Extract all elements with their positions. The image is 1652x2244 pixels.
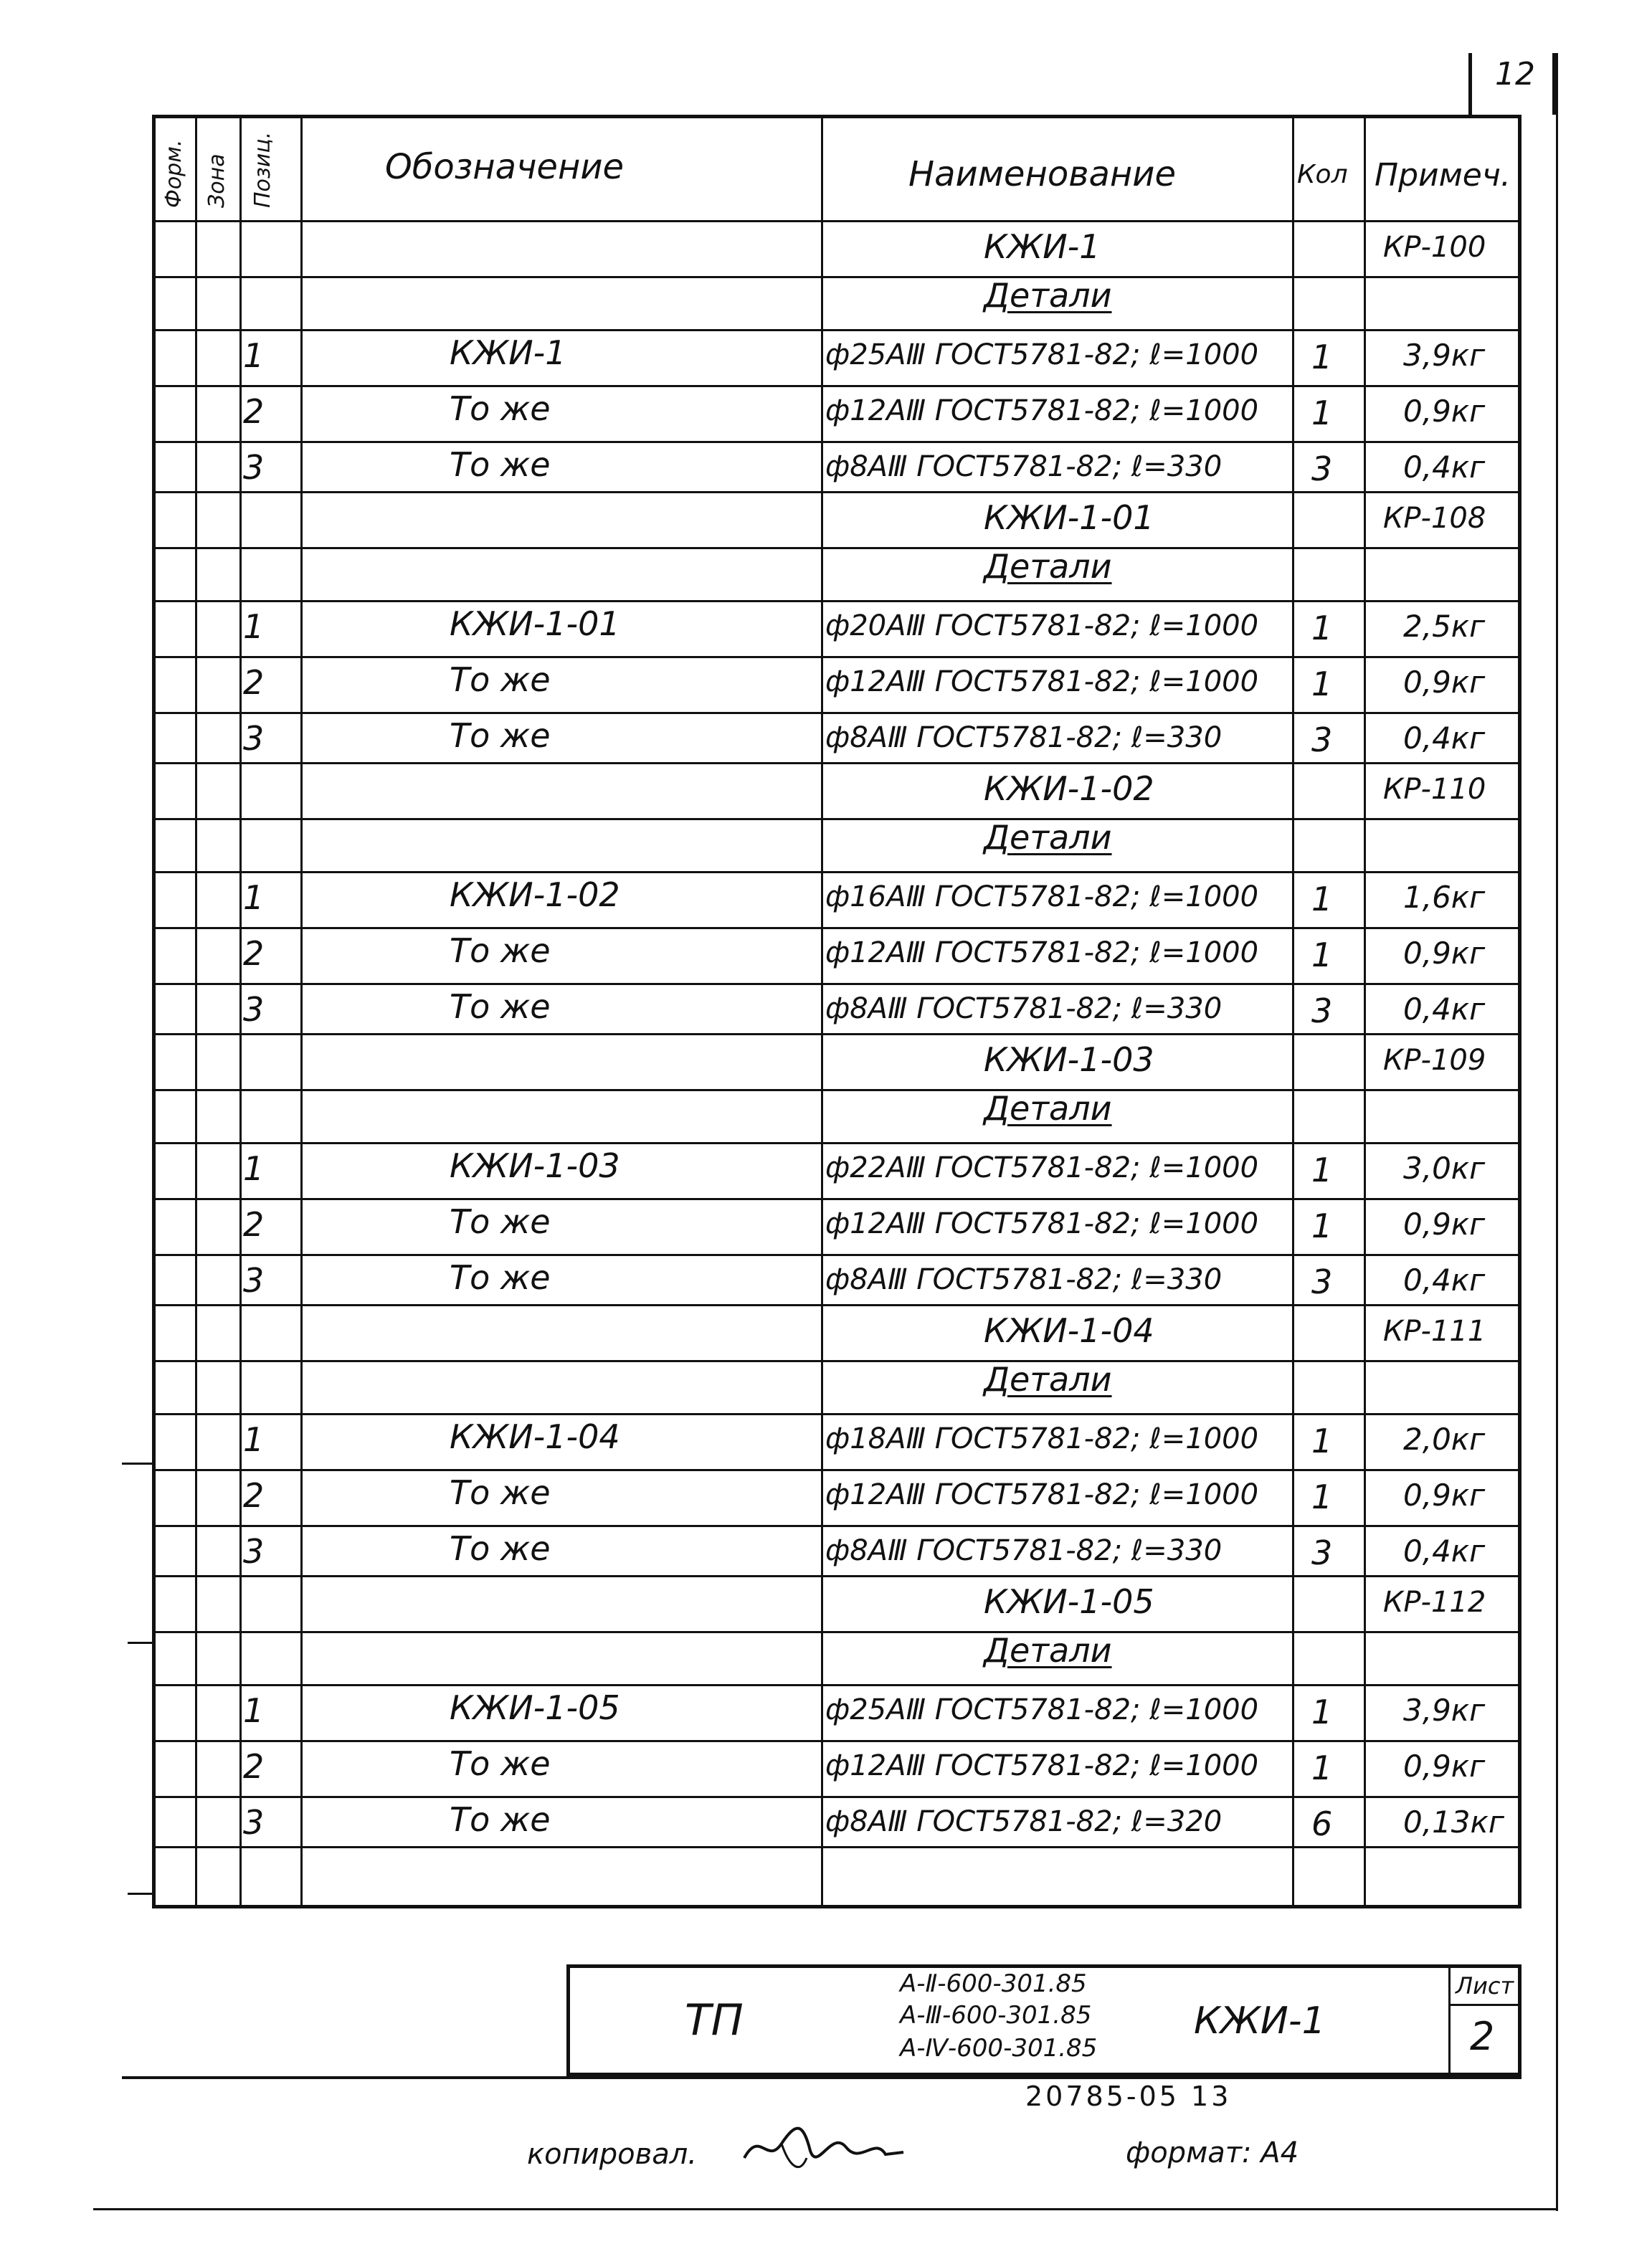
item-name: ф8АⅢ ГОСТ5781-82; ℓ=330 (825, 450, 1223, 483)
item-designation: КЖИ-1 (450, 333, 566, 372)
title-block (566, 1964, 1522, 2076)
row-divider (156, 1740, 1518, 1742)
item-qty: 3 (1311, 1534, 1333, 1572)
sheet-number: 2 (1470, 2014, 1495, 2059)
section-note: КР-109 (1383, 1044, 1486, 1077)
item-name: ф12АⅢ ГОСТ5781-82; ℓ=1000 (825, 1207, 1259, 1240)
item-note: 3,0кг (1403, 1151, 1486, 1186)
sheet-divider (1448, 2004, 1522, 2006)
row-divider (156, 1254, 1518, 1256)
section-title: КЖИ-1-04 (984, 1311, 1154, 1350)
item-name: ф8АⅢ ГОСТ5781-82; ℓ=330 (825, 1263, 1223, 1296)
item-name: ф12АⅢ ГОСТ5781-82; ℓ=1000 (825, 1478, 1259, 1511)
title-block-tp: ТП (685, 1995, 744, 2045)
item-name: ф12АⅢ ГОСТ5781-82; ℓ=1000 (825, 394, 1259, 427)
item-note: 0,9кг (1403, 936, 1486, 971)
item-note: 0,13кг (1403, 1805, 1504, 1840)
row-divider (156, 762, 1518, 764)
item-note: 0,9кг (1403, 1478, 1486, 1513)
page-bottom-line (93, 2208, 1556, 2210)
item-note: 0,4кг (1403, 1263, 1486, 1298)
section-note: КР-111 (1383, 1315, 1486, 1348)
item-qty: 1 (1311, 936, 1333, 974)
item-name: ф18АⅢ ГОСТ5781-82; ℓ=1000 (825, 1422, 1259, 1455)
header-format: Форм. (161, 139, 186, 208)
item-designation: То же (450, 1258, 551, 1297)
item-designation: КЖИ-1-04 (450, 1417, 620, 1456)
item-position: 2 (243, 663, 265, 702)
item-note: 0,4кг (1403, 721, 1486, 756)
section-title: КЖИ-1-03 (984, 1040, 1154, 1079)
row-divider (156, 1304, 1518, 1306)
row-divider (156, 276, 1518, 278)
item-position: 2 (243, 392, 265, 431)
item-position: 1 (243, 607, 265, 646)
item-position: 3 (243, 448, 265, 487)
item-position: 1 (243, 1149, 265, 1188)
row-divider (156, 983, 1518, 985)
row-divider (156, 385, 1518, 387)
row-divider (156, 1033, 1518, 1035)
item-name: ф12АⅢ ГОСТ5781-82; ℓ=1000 (825, 1749, 1259, 1782)
row-divider (156, 1631, 1518, 1633)
section-subtitle: Детали (984, 1360, 1112, 1399)
item-qty: 1 (1311, 880, 1333, 918)
item-qty: 1 (1311, 1207, 1333, 1245)
item-qty: 1 (1311, 1478, 1333, 1516)
row-divider (156, 1142, 1518, 1144)
row-divider (156, 1198, 1518, 1200)
item-designation: То же (450, 1473, 551, 1512)
row-divider (156, 1684, 1518, 1686)
item-note: 0,9кг (1403, 1207, 1486, 1242)
item-position: 1 (243, 336, 265, 375)
item-designation: То же (450, 716, 551, 755)
section-subtitle: Детали (984, 547, 1112, 586)
item-qty: 1 (1311, 665, 1333, 703)
title-block-product: КЖИ-1 (1194, 2000, 1326, 2043)
item-qty: 1 (1311, 338, 1333, 376)
item-position: 3 (243, 719, 265, 758)
header-zone: Зона (204, 153, 229, 208)
section-subtitle: Детали (984, 818, 1112, 857)
title-block-code-1: А-Ⅱ-600-301.85 (900, 1969, 1087, 1998)
header-qty: Кол (1297, 160, 1348, 189)
header-name: Наименование (908, 154, 1177, 194)
header-designation: Обозначение (385, 147, 625, 187)
item-name: ф16АⅢ ГОСТ5781-82; ℓ=1000 (825, 880, 1259, 913)
item-note: 3,9кг (1403, 1693, 1486, 1728)
row-divider (156, 712, 1518, 714)
margin-tick (128, 1642, 152, 1644)
item-position: 3 (243, 1803, 265, 1842)
row-divider (156, 491, 1518, 493)
section-title: КЖИ-1-05 (984, 1582, 1154, 1621)
section-note: КР-112 (1383, 1586, 1486, 1619)
item-position: 3 (243, 1261, 265, 1300)
item-name: ф20АⅢ ГОСТ5781-82; ℓ=1000 (825, 609, 1259, 642)
item-name: ф8АⅢ ГОСТ5781-82; ℓ=320 (825, 1805, 1223, 1838)
item-note: 0,9кг (1403, 665, 1486, 700)
item-designation: То же (450, 1800, 551, 1839)
item-qty: 1 (1311, 1693, 1333, 1731)
header-bottom-line (156, 220, 1518, 222)
item-designation: То же (450, 445, 551, 484)
copier-signature (739, 2115, 911, 2179)
row-divider (156, 1413, 1518, 1415)
item-note: 0,4кг (1403, 1534, 1486, 1569)
row-divider (156, 871, 1518, 873)
copied-label: копировал. (527, 2138, 698, 2171)
item-designation: КЖИ-1-01 (450, 604, 620, 643)
item-designation: То же (450, 1744, 551, 1783)
row-divider (156, 1846, 1518, 1848)
item-position: 1 (243, 1691, 265, 1730)
item-name: ф22АⅢ ГОСТ5781-82; ℓ=1000 (825, 1151, 1259, 1184)
item-qty: 1 (1311, 1151, 1333, 1189)
section-title: КЖИ-1-01 (984, 498, 1154, 537)
row-divider (156, 818, 1518, 820)
specification-table (152, 115, 1522, 1908)
item-qty: 6 (1311, 1805, 1333, 1843)
sheet-divider (1448, 1968, 1451, 2073)
item-designation: То же (450, 389, 551, 428)
item-note: 3,9кг (1403, 338, 1486, 373)
bottom-border-line (122, 2076, 1522, 2079)
item-position: 2 (243, 1476, 265, 1515)
item-designation: То же (450, 1202, 551, 1241)
margin-tick (122, 1463, 152, 1465)
row-divider (156, 1796, 1518, 1798)
item-note: 0,9кг (1403, 1749, 1486, 1784)
item-name: ф12АⅢ ГОСТ5781-82; ℓ=1000 (825, 665, 1259, 698)
page-number: 12 (1495, 56, 1535, 92)
header-position: Позиц. (250, 131, 275, 208)
row-divider (156, 1575, 1518, 1577)
section-subtitle: Детали (984, 1089, 1112, 1128)
item-name: ф25АⅢ ГОСТ5781-82; ℓ=1000 (825, 1693, 1259, 1726)
sheet-label: Лист (1456, 1972, 1514, 2000)
item-qty: 3 (1311, 721, 1333, 759)
item-name: ф8АⅢ ГОСТ5781-82; ℓ=330 (825, 1534, 1223, 1567)
section-subtitle: Детали (984, 276, 1112, 315)
title-block-code-3: А-Ⅳ-600-301.85 (900, 2034, 1098, 2063)
item-qty: 1 (1311, 1422, 1333, 1460)
row-divider (156, 656, 1518, 658)
item-name: ф12АⅢ ГОСТ5781-82; ℓ=1000 (825, 936, 1259, 969)
item-note: 0,4кг (1403, 450, 1486, 485)
row-divider (156, 927, 1518, 929)
item-name: ф8АⅢ ГОСТ5781-82; ℓ=330 (825, 721, 1223, 754)
item-designation: То же (450, 987, 551, 1026)
item-position: 2 (243, 934, 265, 973)
item-designation: То же (450, 1529, 551, 1568)
title-block-code-2: А-Ⅲ-600-301.85 (900, 2001, 1092, 2030)
section-subtitle: Детали (984, 1631, 1112, 1670)
right-edge-line (1556, 53, 1558, 2211)
item-designation: КЖИ-1-02 (450, 875, 620, 914)
row-divider (156, 1469, 1518, 1471)
item-position: 2 (243, 1747, 265, 1786)
margin-tick (128, 1893, 152, 1895)
row-divider (156, 329, 1518, 331)
format-label: формат: А4 (1126, 2136, 1299, 2169)
row-divider (156, 1360, 1518, 1362)
item-position: 3 (243, 1532, 265, 1571)
row-divider (156, 1089, 1518, 1091)
item-position: 1 (243, 878, 265, 917)
row-divider (156, 1525, 1518, 1527)
row-divider (156, 600, 1518, 602)
item-designation: То же (450, 660, 551, 699)
section-title: КЖИ-1 (984, 227, 1101, 266)
item-qty: 1 (1311, 394, 1333, 432)
row-divider (156, 547, 1518, 549)
item-designation: То же (450, 931, 551, 970)
item-qty: 1 (1311, 1749, 1333, 1787)
item-note: 1,6кг (1403, 880, 1486, 915)
item-qty: 3 (1311, 450, 1333, 488)
section-note: КР-100 (1383, 231, 1486, 264)
item-qty: 3 (1311, 992, 1333, 1030)
section-note: КР-108 (1383, 502, 1486, 535)
item-name: ф8АⅢ ГОСТ5781-82; ℓ=330 (825, 992, 1223, 1025)
section-note: КР-110 (1383, 773, 1486, 806)
header-note: Примеч. (1375, 157, 1511, 194)
row-divider (156, 441, 1518, 443)
item-note: 0,4кг (1403, 992, 1486, 1027)
item-designation: КЖИ-1-03 (450, 1146, 620, 1185)
archive-number: 20785-05 13 (1025, 2081, 1232, 2112)
item-qty: 1 (1311, 609, 1333, 647)
item-position: 2 (243, 1205, 265, 1244)
section-title: КЖИ-1-02 (984, 769, 1154, 808)
item-qty: 3 (1311, 1263, 1333, 1301)
item-position: 1 (243, 1420, 265, 1459)
item-designation: КЖИ-1-05 (450, 1688, 620, 1727)
item-name: ф25АⅢ ГОСТ5781-82; ℓ=1000 (825, 338, 1259, 371)
item-position: 3 (243, 990, 265, 1029)
item-note: 2,5кг (1403, 609, 1486, 644)
item-note: 2,0кг (1403, 1422, 1486, 1457)
item-note: 0,9кг (1403, 394, 1486, 429)
